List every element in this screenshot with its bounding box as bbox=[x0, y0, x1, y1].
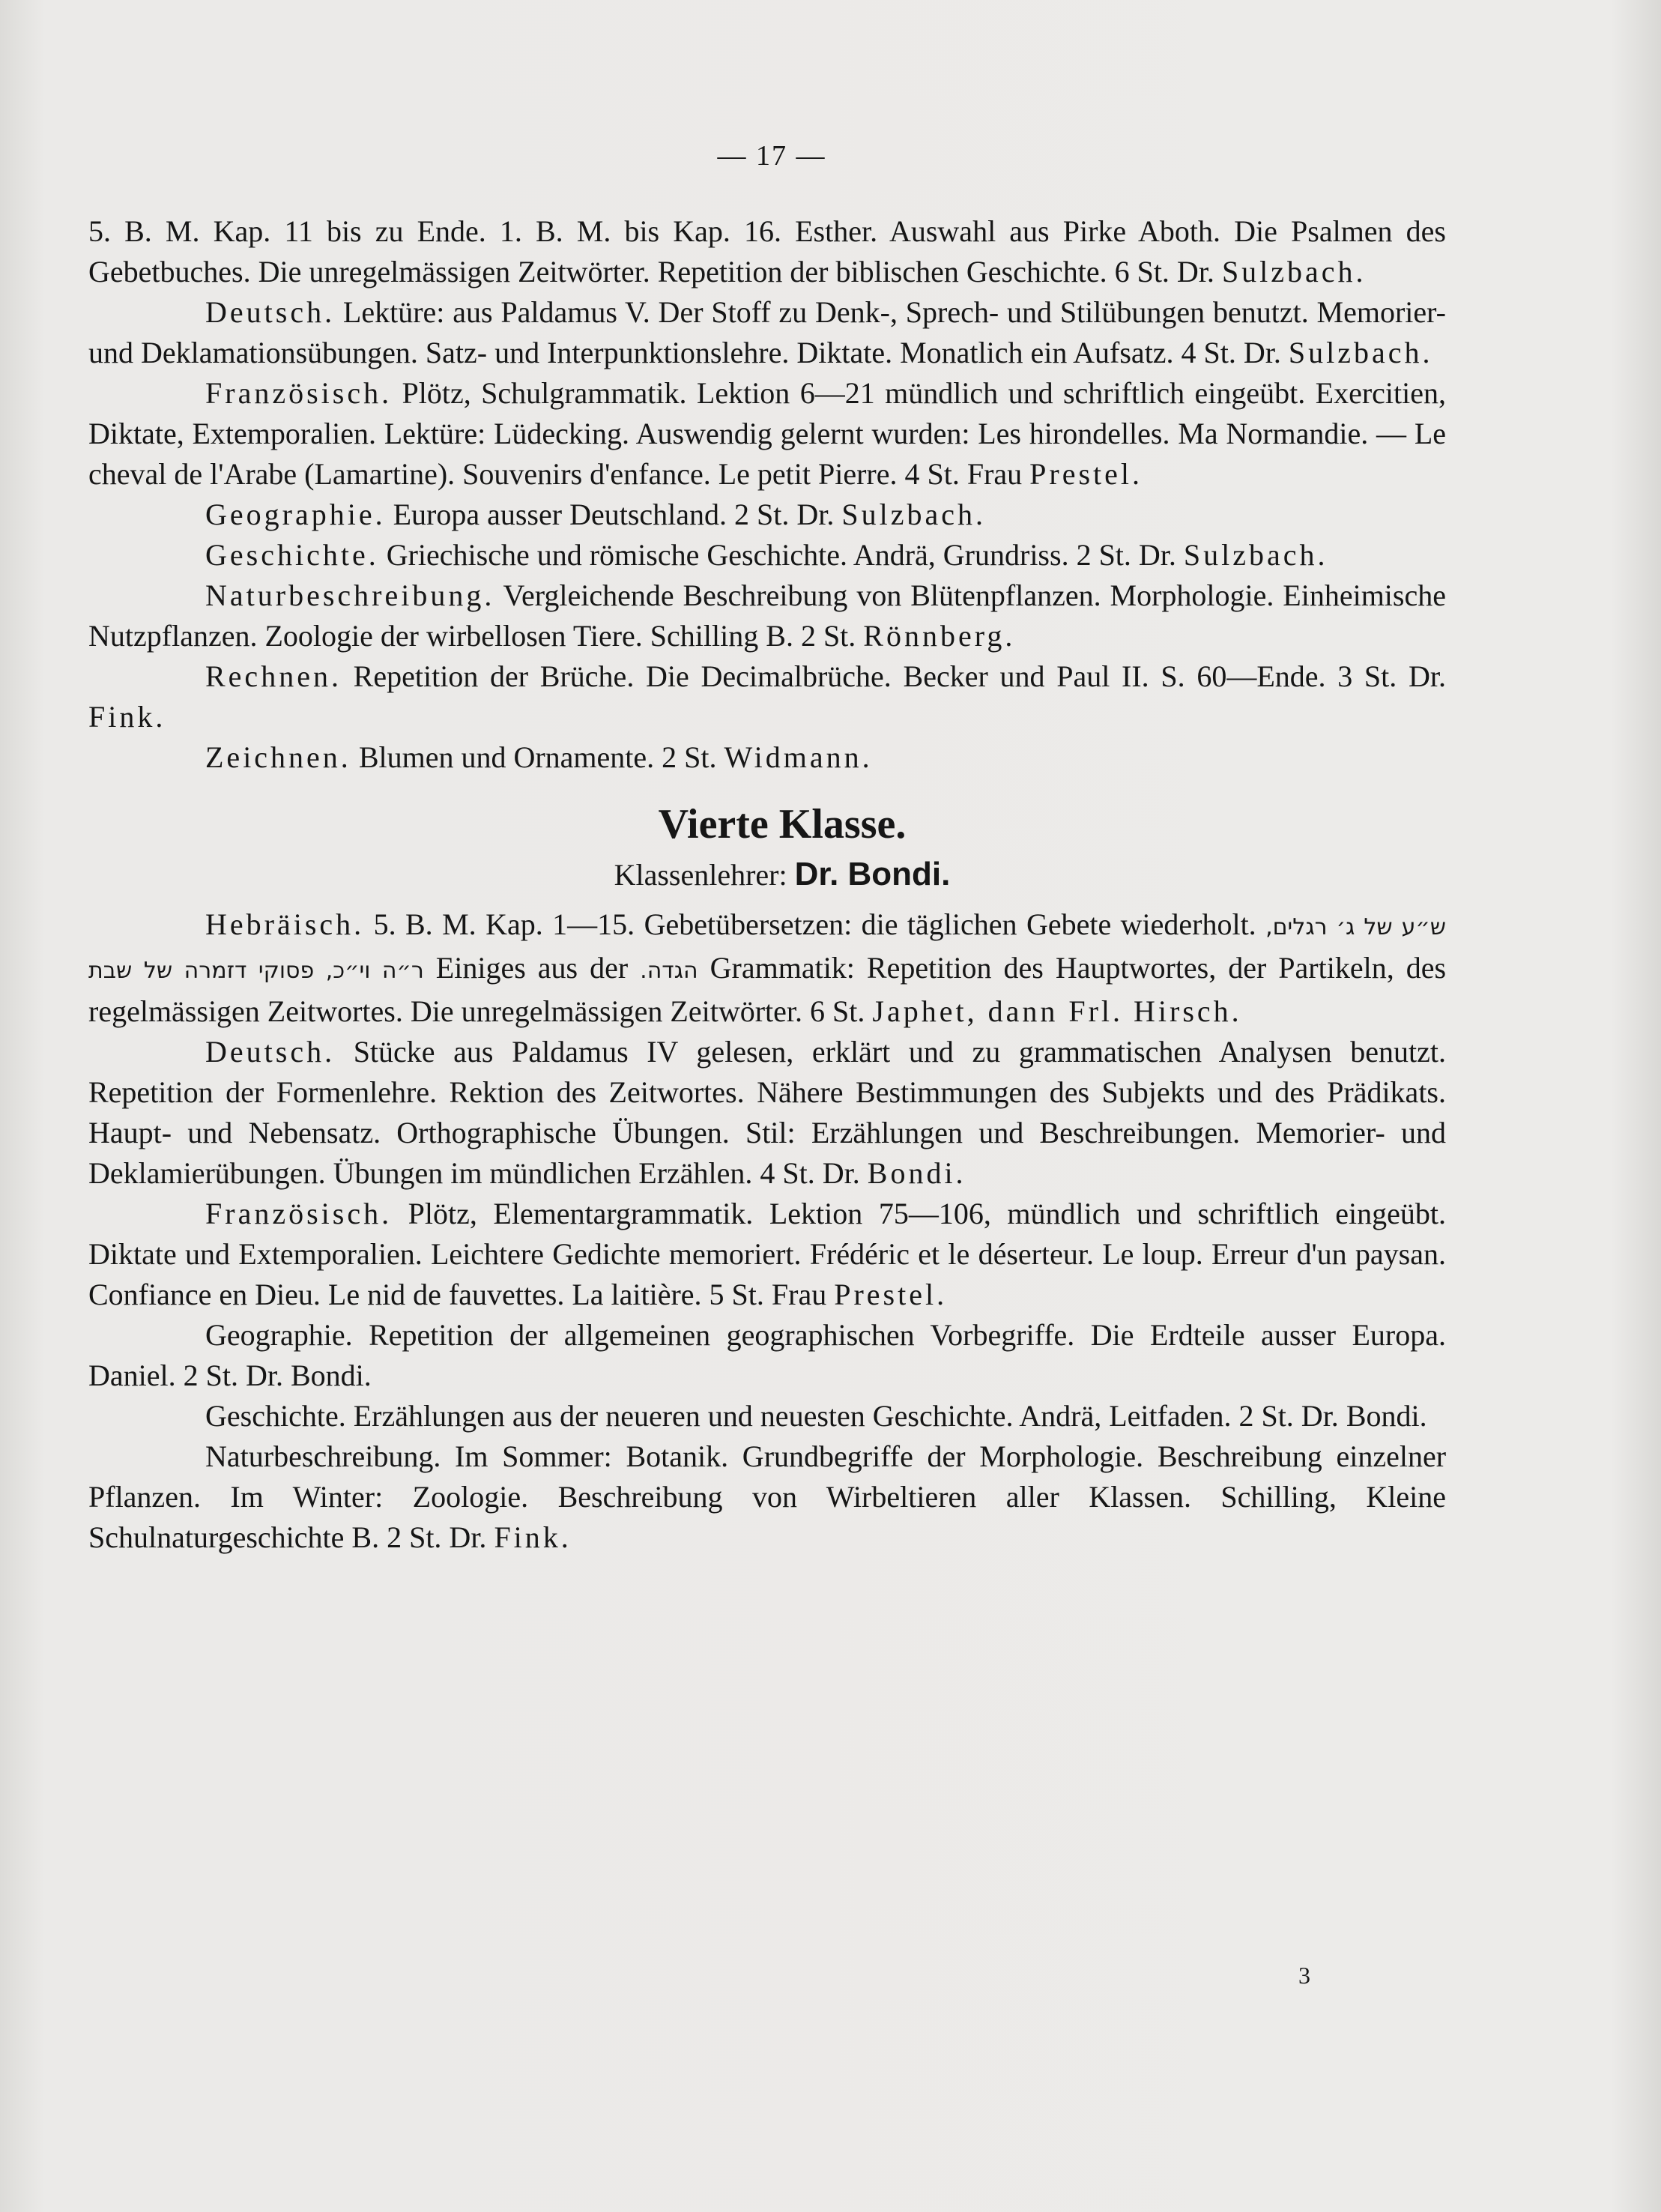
teacher-name: Sulzbach. bbox=[1183, 538, 1328, 572]
hebrew-text: הגדה. bbox=[640, 958, 698, 984]
subject-label: Französisch. bbox=[205, 1197, 393, 1230]
section-hebraeisch-4 bbox=[88, 904, 1446, 1032]
teacher-name: Bondi. bbox=[867, 1156, 966, 1190]
paragraph-text: Plötz, Elementargrammatik. Lektion 75—106, mündlich und schriftlich eingeübt. Diktate und Extemporalien. Leichtere Gedichte memoriert. Frédéric et le déserteur. Le loup. Erreur d'un paysan. Confiance en Dieu. Le nid de fauvettes. La laitière. 5 St. Frau bbox=[88, 1197, 1446, 1311]
hebrew-text: ש״ע של ג׳ רגלים, ר״ה וי״כ, פסוקי דזמרה של שבת bbox=[88, 914, 1446, 984]
subject-label: Geographie. bbox=[205, 1318, 353, 1352]
teacher-name: Rönnberg. bbox=[863, 619, 1016, 653]
page-number: — 17 — bbox=[717, 140, 826, 172]
paragraph-text: Europa ausser Deutschland. 2 St. Dr. bbox=[393, 498, 835, 531]
paragraph-text: Griechische und römische Geschichte. Andrä, Grundriss. 2 St. Dr. bbox=[386, 538, 1176, 572]
subject-label: Naturbeschreibung. bbox=[205, 1439, 441, 1473]
section-franzoesisch-5 bbox=[88, 373, 1446, 495]
section-deutsch-5 bbox=[88, 292, 1446, 373]
paragraph-text: Vergleichende Beschreibung von Blütenpflanzen. Morphologie. Einheimische Nutzpflanzen. Zoologie der wirbellosen Tiere. Schilling B. 2 St. bbox=[88, 578, 1446, 653]
subject-label: Geschichte. bbox=[205, 538, 379, 572]
paragraph-text: 5. B. M. Kap. 11 bis zu Ende. 1. B. M. bis Kap. 16. Esther. Auswahl aus Pirke Aboth. Die Psalmen des Gebetbuches. Die unregelmässigen Zeitwörter. Repetition der biblischen Geschichte. 6 St. Dr. bbox=[88, 214, 1446, 288]
section-franzoesisch-4 bbox=[88, 1194, 1446, 1315]
subject-label: Französisch. bbox=[205, 376, 393, 410]
paragraph-text: Einiges aus der bbox=[435, 951, 629, 985]
teacher-name: Fink. bbox=[88, 700, 166, 734]
subject-label: Zeichnen. bbox=[205, 740, 351, 774]
teacher-name: Sulzbach. bbox=[1288, 336, 1433, 369]
paragraph-text: Lektüre: aus Paldamus V. Der Stoff zu Denk-, Sprech- und Stilübungen benutzt. Memorier- und Deklamationsübungen. Satz- und Interpunktionslehre. Diktate. Monatlich ein Aufsatz. 4 St. Dr. bbox=[88, 295, 1447, 369]
section-rechnen-5 bbox=[88, 656, 1446, 737]
paragraph-text: Repetition der allgemeinen geographischen Vorbegriffe. Die Erdteile ausser Europa. Daniel. 2 St. Dr. bbox=[88, 1318, 1446, 1392]
sheet-number: 3 bbox=[1298, 1962, 1310, 1989]
teacher-name: Prestel. bbox=[1029, 457, 1143, 491]
teacher-name: Bondi. bbox=[290, 1359, 372, 1392]
paragraph-text: Blumen und Ornamente. 2 St. bbox=[358, 740, 717, 774]
class-heading: Vierte Klasse. bbox=[658, 801, 907, 847]
teacher-name: Fink. bbox=[494, 1520, 572, 1554]
subject-label: Naturbeschreibung. bbox=[205, 578, 495, 612]
subject-label: Hebräisch. bbox=[205, 907, 365, 941]
section-zeichnen-5 bbox=[88, 737, 1446, 778]
section-geschichte-5 bbox=[88, 535, 1446, 575]
paragraph-text: Plötz, Schulgrammatik. Lektion 6—21 mündlich und schriftlich eingeübt. Exercitien, Diktate, Extemporalien. Lektüre: Lüdecking. Auswendig gelernt wurden: Les hirondelles. Ma Normandie. — Le cheval de l'Arabe (Lamartine). Souvenirs d'enfance. Le petit Pierre. 4 St. Frau bbox=[88, 376, 1447, 491]
teacher-name: Japhet, dann Frl. Hirsch. bbox=[872, 994, 1242, 1028]
subject-label: Geschichte. bbox=[205, 1399, 346, 1433]
paragraph-text: Im Sommer: Botanik. Grundbegriffe der Morphologie. Beschreibung einzelner Pflanzen. Im Winter: Zoologie. Beschreibung von Wirbeltieren aller Klassen. Schilling, Kleine Schulnaturgeschichte B. 2 St. Dr. bbox=[88, 1439, 1447, 1554]
subject-label: Rechnen. bbox=[205, 659, 342, 693]
section-geschichte-4 bbox=[88, 1396, 1446, 1436]
teacher-name: Widmann. bbox=[724, 740, 873, 774]
paragraph-text: Stücke aus Paldamus IV gelesen, erklärt und zu grammatischen Analysen benutzt. Repetition der Formenlehre. Rektion des Zeitwortes. Nähere Bestimmungen des Subjekts und des Prädikats. Haupt- und Nebensatz. Orthographische Übungen. Stil: Erzählungen und Beschreibungen. Memorier- und Deklamierübungen. Übungen im mündlichen Erzählen. 4 St. Dr. bbox=[88, 1035, 1446, 1190]
section-deutsch-4 bbox=[88, 1032, 1446, 1194]
subject-label: Geographie. bbox=[205, 498, 386, 531]
section-geographie-5 bbox=[88, 495, 1446, 535]
class-teacher-label: Klassenlehrer: bbox=[614, 858, 787, 892]
paragraph-religion-continued bbox=[88, 211, 1446, 292]
paragraph-text: Grammatik: Repetition des Hauptwortes, der Partikeln, des regelmässigen Zeitwortes. Die unregelmässigen Zeitwörter. 6 St. bbox=[88, 951, 1447, 1028]
section-naturbeschreibung-5 bbox=[88, 575, 1446, 656]
paragraph-text: Erzählungen aus der neueren und neuesten Geschichte. Andrä, Leitfaden. 2 St. Dr. bbox=[353, 1399, 1339, 1433]
teacher-name: Sulzbach. bbox=[1221, 255, 1367, 288]
paragraph-text: Repetition der Brüche. Die Decimalbrüche. Becker und Paul II. S. 60—Ende. 3 St. Dr. bbox=[353, 659, 1447, 693]
section-geographie-4 bbox=[88, 1315, 1446, 1396]
subject-label: Deutsch. bbox=[205, 1035, 336, 1069]
teacher-name: Bondi. bbox=[1346, 1399, 1427, 1433]
body-text bbox=[88, 211, 1446, 1558]
class-teacher-line bbox=[88, 851, 1446, 898]
section-naturbeschreibung-4 bbox=[88, 1436, 1446, 1558]
paragraph-text: 5. B. M. Kap. 1—15. Gebetübersetzen: die täglichen Gebete wiederholt. bbox=[373, 907, 1256, 941]
teacher-name: Sulzbach. bbox=[841, 498, 986, 531]
teacher-name: Prestel. bbox=[834, 1278, 948, 1311]
subject-label: Deutsch. bbox=[205, 295, 336, 329]
class-teacher-name: Dr. Bondi. bbox=[794, 856, 951, 892]
